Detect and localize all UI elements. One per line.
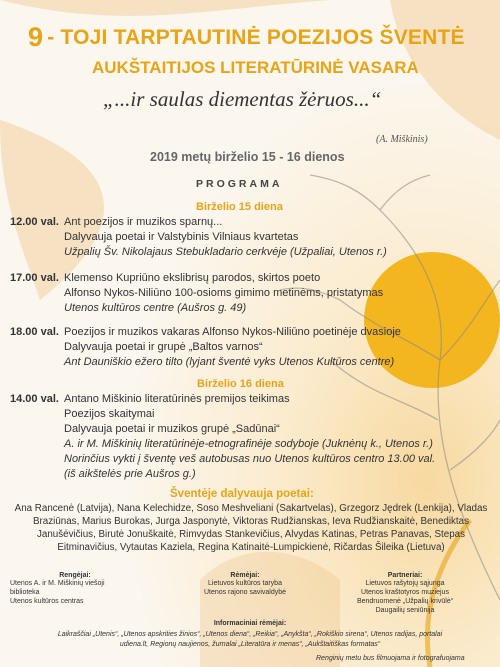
partners-block [340, 572, 470, 615]
supporters-block [180, 572, 310, 597]
media-line: Laikraščiai „Utenis“, „Utenos apskrities žinios“, „Utenos diena“, „Reikia“, „Anykšta“, „Rokiškio sirena“, Utenos radijas, portalai [57, 631, 443, 638]
partner-line: Daugailių seniūnija [375, 607, 435, 614]
festival-subtitle: AUKŠTAITIJOS LITERATŪRINĖ VASARA [92, 58, 419, 77]
partner-line: Bendruomenė „Užpalių krivūlė“ [356, 598, 454, 605]
partners-heading: Partneriai: [387, 572, 423, 579]
event-time: 12.00 val. [10, 216, 59, 228]
media-heading: Informaciniai rėmėjai: [213, 620, 287, 627]
festival-title [28, 22, 498, 53]
event-time: 17.00 val. [10, 272, 59, 284]
organizer-line: biblioteka [10, 589, 40, 596]
event-detail: Poezijos skaitymai [64, 408, 155, 420]
supporters-heading: Rėmėjai: [230, 572, 260, 579]
organizers-heading: Rengėjai: [59, 572, 91, 579]
event-title: Klemenso Kupriūno ekslibrisų parodos, skirtos poeto [64, 272, 321, 284]
organizers-block [10, 572, 140, 606]
program-heading: PROGRAMA [196, 178, 283, 190]
day-heading: Birželio 15 diena [196, 201, 283, 213]
participants-heading: Šventėje dalyvauja poetai: [170, 488, 314, 500]
supporter-line: Utenos rajono savivaldybė [203, 589, 287, 596]
media-line: udiena.lt, Regionų naujienos, žurnalai „Literatūra ir menas“, „Aukštaitiškas formatas“ [119, 641, 381, 648]
event-title: Poezijos ir muzikos vakaras Alfonso Nykos-Niliūno poetinėje dvasioje [64, 326, 401, 338]
event-place: Užpalių Šv. Nikolajaus Stebukladario cerkvėje (Užpaliai, Utenos r.) [64, 246, 387, 258]
event-detail: Dalyvauja poetai ir muzikos grupė „Sadūnai“ [64, 423, 280, 435]
festival-title-text: - TOJI TARPTAUTINĖ POEZIJOS ŠVENTĖ [47, 26, 465, 49]
participants-list: Ana Rancenė (Latvija), Nana Kelechidze, Soso Meshveliani (Sakartvelas), Grzegorz Jędrek (Lenkija), Vladas Braziūnas, Marius Burokas, Jurga Jasponytė, Viktoras Rudžianskas, Ieva Rudžianskaitė, Benediktas Janušėvičius, Birutė Jonuškaitė, Rimvydas Stankevičius, Alvydas Katinas, Petras Panavas, Stepas Eitminavičius, Vytautas Kaziela, Regina Katinaitė-Lumpickienė, Ričardas Šileika (Lietuva) [14, 503, 488, 553]
event-time: 14.00 val. [10, 393, 59, 405]
event-title: Antano Miškinio literatūrinės premijos teikimas [64, 393, 290, 405]
organizer-line: Utenos kultūros centras [10, 598, 84, 605]
event-title: Ant poezijos ir muzikos sparnų... [64, 216, 223, 228]
event-place: Ant Dauniškio ežero tilto (lyjant šventė vyks Utenos Kultūros centre) [64, 356, 395, 368]
filming-note: Renginių metu bus filmuojama ir fotografuojama [316, 655, 465, 662]
event-time: 18.00 val. [10, 326, 59, 338]
motto-author: (A. Miškinis) [376, 134, 428, 145]
supporter-line: Lietuvos kultūros taryba [208, 580, 282, 587]
event-place: A. ir M. Miškinių literatūrinėje-etnografinėje sodyboje (Juknėnų k., Utenos r.) [64, 438, 433, 450]
event-detail: Alfonso Nykos-Niliūno 100-osioms gimimo metinėms, pristatymas [64, 287, 384, 299]
partner-line: Lietuvos rašytojų sąjunga [365, 580, 445, 587]
event-place: Utenos kultūros centre (Aušros g. 49) [64, 302, 247, 314]
day-heading: Birželio 16 diena [197, 378, 284, 390]
event-detail: Dalyvauja poetai ir Valstybinis Vilniaus kvartetas [64, 231, 299, 243]
motto: „...ir saulas diementas žėruos...“ [103, 87, 382, 111]
festival-number: 9 [28, 22, 44, 52]
event-note: Norinčius vykti į šventę veš autobusas nuo Utenos kultūros centro 13.00 val. [64, 453, 436, 465]
event-detail: Dalyvauja poetai ir grupė „Baltos varnos“ [64, 341, 263, 353]
event-note: (iš aikštelės prie Aušros g.) [64, 468, 196, 480]
festival-dates: 2019 metų birželio 15 - 16 dienos [150, 150, 345, 164]
partner-line: Utenos kraštotyros muziejus [361, 589, 449, 596]
organizer-line: Utenos A. ir M. Miškinių viešoji [10, 580, 105, 587]
